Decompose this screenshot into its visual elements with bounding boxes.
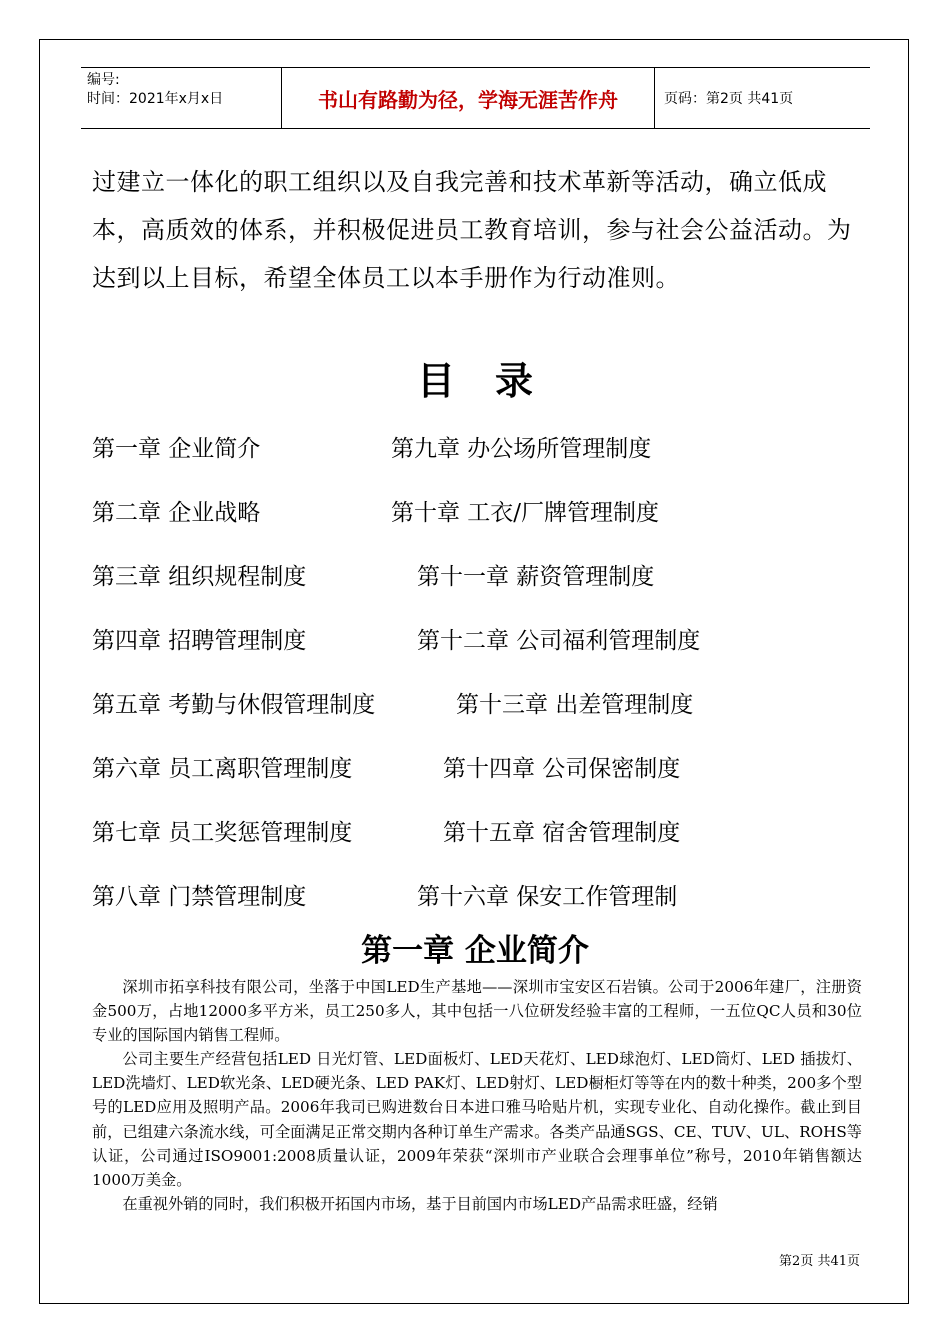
chapter-title: 第一章 企业简介: [361, 933, 589, 969]
toc-entry[interactable]: 第八章 门禁管理制度: [92, 884, 307, 910]
toc-entry[interactable]: 第十二章 公司福利管理制度: [417, 628, 701, 654]
toc-entry[interactable]: 第十一章 薪资管理制度: [417, 564, 655, 590]
toc-entry[interactable]: 第六章 员工离职管理制度: [92, 756, 353, 782]
body-paragraph: 公司主要生产经营包括LED 日光灯管、LED面板灯、LED天花灯、LED球泡灯、LED筒灯、LED 插拔灯、LED洗墙灯、LED软光条、LED硬光条、LED PAK灯、LED射灯、LED橱柜灯等等在内的数十种类，200多个型号的LED应用及照明产品。2006年我司已购进数台日本进口雅马哈贴片机，实现专业化、自动化操作。截止到目前，已组建六条流水线，可全面满足正常交期内各种订单生产需求。各类产品通SGS、CE、TUV、UL、ROHS等认证，公司通过ISO9001:2008质量认证，2009年荣获“深圳市产业联合会理事单位”称号，2010年销售额达1000万美金。: [92, 1050, 862, 1189]
body-paragraph: 深圳市拓享科技有限公司，坐落于中国LED生产基地——深圳市宝安区石岩镇。公司于2006年建厂，注册资金500万，占地12000多平方米，员工250多人，其中包括一八位研发经验丰富的工程师，一五位QC人员和30位专业的国际国内销售工程师。: [92, 978, 862, 1045]
toc-entry[interactable]: 第十五章 宿舍管理制度: [443, 820, 681, 846]
toc-title: 目录: [416, 359, 573, 403]
toc-entry[interactable]: 第十六章 保安工作管理制: [417, 884, 678, 910]
header-time: 时间：2021年x月x日: [87, 91, 224, 107]
chapter-body: [92, 975, 862, 1216]
toc-entry[interactable]: 第五章 考勤与休假管理制度: [92, 692, 376, 718]
intro-text: 过建立一体化的职工组织以及自我完善和技术革新等活动，确立低成本，高质效的体系，并积极促进员工教育培训，参与社会公益活动。为达到以上目标，希望全体员工以本手册作为行动准则。: [92, 168, 852, 292]
toc-entry[interactable]: 第十三章 出差管理制度: [456, 692, 694, 718]
page-footer: 第2页 共41页: [779, 1254, 860, 1269]
toc-entry[interactable]: 第二章 企业战略: [92, 500, 261, 526]
toc-entry[interactable]: 第十四章 公司保密制度: [443, 756, 681, 782]
header-motto: 书山有路勤为径，学海无涯苦作舟: [282, 68, 655, 128]
toc-entry[interactable]: 第三章 组织规程制度: [92, 564, 307, 590]
page-header: [81, 67, 870, 129]
toc-entry[interactable]: 第七章 员工奖惩管理制度: [92, 820, 353, 846]
toc-entry[interactable]: 第九章 办公场所管理制度: [391, 436, 652, 462]
toc-entry[interactable]: 第十章 工衣/厂牌管理制度: [391, 500, 660, 526]
body-paragraph: 在重视外销的同时，我们积极开拓国内市场，基于目前国内市场LED产品需求旺盛，经销: [122, 1194, 718, 1213]
header-page-number: 页码：第2页 共41页: [664, 91, 794, 107]
toc-entry[interactable]: 第一章 企业简介: [92, 436, 261, 462]
toc-entry[interactable]: 第四章 招聘管理制度: [92, 628, 307, 654]
header-number: 编号:: [87, 72, 120, 88]
intro-paragraph: [92, 158, 872, 302]
header-meta: [81, 68, 282, 128]
